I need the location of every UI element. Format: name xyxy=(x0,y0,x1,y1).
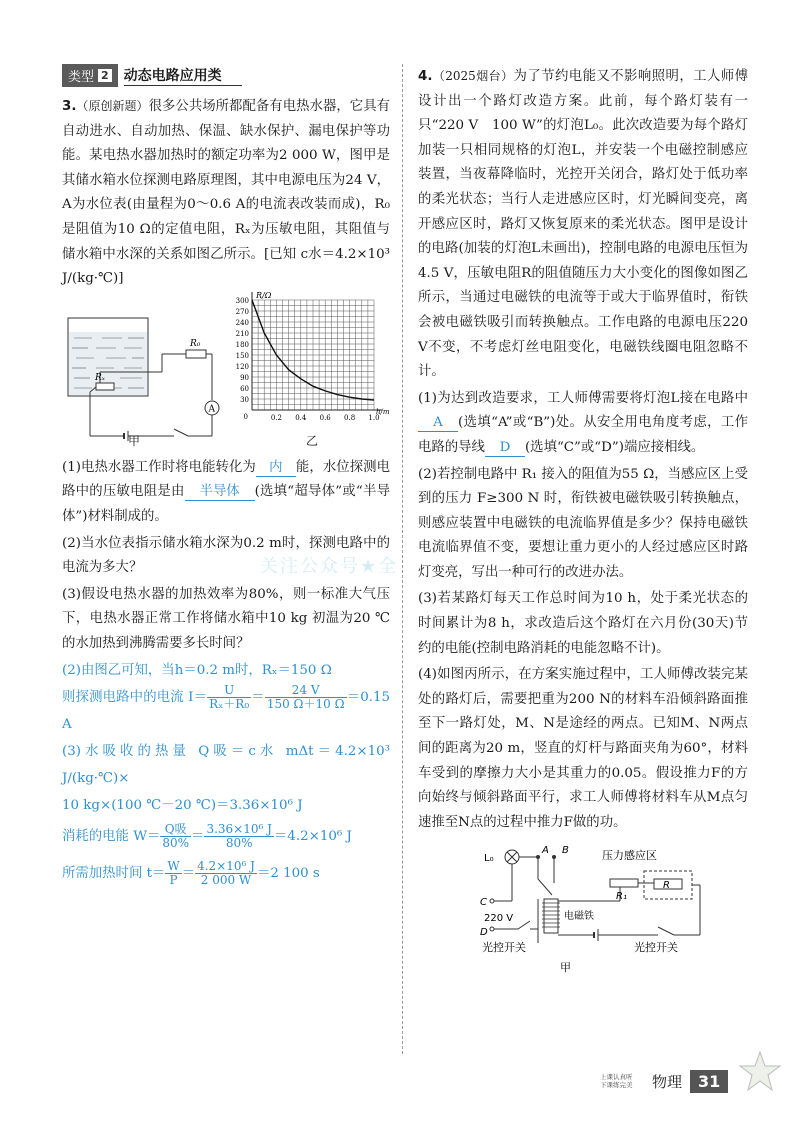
r-label: R xyxy=(663,880,670,892)
page-number: 31 xyxy=(690,1070,728,1093)
resistance-depth-chart xyxy=(226,286,394,436)
q3-figures xyxy=(62,290,390,456)
q3-answer-material: 半导体 xyxy=(185,484,255,501)
q4-source: （2025烟台） xyxy=(432,69,514,83)
x-tick-label: 1.0 xyxy=(368,413,380,422)
q3-stem xyxy=(62,94,390,292)
y-tick-label: 270 xyxy=(235,307,249,316)
q4-part1 xyxy=(418,387,748,461)
column-divider xyxy=(402,64,403,1054)
solution-line-4: 10 kg×(100 ℃－20 ℃)＝3.36×10⁶ J xyxy=(62,797,303,813)
contact-a-label: A xyxy=(542,845,549,857)
q3-circuit-diagram xyxy=(62,296,222,446)
y-tick-label: 120 xyxy=(235,362,249,371)
q4-part2: (2)若控制电路中 R₁ 接入的阻值为55 Ω，当感应区上受到的压力 F≥300 N 时，衔铁被电磁铁吸引转换触点，则感应装置中电磁铁的电流临界值是多少？保持电磁铁电流临界值不变，要想让重力更小的人经过感应区时路灯变亮，写出一种可行的改进办法。 xyxy=(418,466,748,580)
q4-fig-jia-label: 甲 xyxy=(560,961,571,975)
q4-p1-text-b: (选填“A”或“B”)处。从安全用电角度考虑，工作电路的导线 xyxy=(418,415,748,455)
solution-line-3: (3)水吸收的热量 Q吸＝c水 mΔt＝4.2×10³ J/(kg·℃)× xyxy=(62,743,390,786)
frac-den: P xyxy=(169,872,178,887)
frac-den: 80% xyxy=(225,835,253,850)
y-tick-label: 180 xyxy=(235,340,249,349)
frac-num: Q吸 xyxy=(160,823,191,837)
x-axis-label: h/m xyxy=(376,407,390,416)
frac-den: 80% xyxy=(162,835,190,850)
frac-den: 150 Ω＋10 Ω xyxy=(266,696,345,711)
right-column xyxy=(418,64,748,989)
x-tick-label: 0.2 xyxy=(270,413,282,422)
voltage-220-label: 220 V xyxy=(484,913,514,925)
q3-p1-text-c: (选填“超导体”或“半导体”)材料制成的。 xyxy=(62,484,391,524)
q4-stem-text: 为了节约电能又不影响照明，工人师傅设计出一个路灯改造方案。此前，每个路灯装有一只“220 V 100 W”的灯泡L₀。此次改造要为每个路灯加装一只相同规格的灯泡L，并安装一个电磁控制感应装置，当夜幕降临时，光控开关闭合，路灯处于低功率的柔光状态；当行人走进感应区时，灯光瞬间变亮，离开感应区时，路灯又恢复原来的柔光状态。图甲是设计的电路(加装的灯泡L未画出)，控制电路的电源电压恒为4.5 V，压敏电阻R的阻值随压力大小变化的图像如图乙所示，当通过电磁铁的电流等于或大于临界值时，衔铁会被电磁铁吸引而转换触点。工作电路的电源电压220 V不变，不考虑灯丝电阻变化，电磁铁线圈电阻忽略不计。 xyxy=(418,69,748,380)
solution-line-2: 则探测电路中的电流 I＝ $\frac{U}{\text{Rₓ＋R₀}}$ ＝ $\frac{24 V}{150 \Omega+10 \Omega}$ ＝0.15 A xyxy=(62,682,391,732)
r0-label: R₀ xyxy=(190,338,201,349)
q4-p1-text-a: (1)为达到改造要求，工人师傅需要将灯泡L接在电路中 xyxy=(418,390,748,406)
q3-source: （原创新题） xyxy=(76,99,149,113)
q3-p1-text-b: 能，水位探测电路中的压敏电阻是由 xyxy=(62,459,390,500)
terminal-c-label: C xyxy=(480,897,487,909)
q3-stem-text: 很多公共场所都配备有电热水器，它具有自动进水、自动加热、保温、缺水保护、漏电保护等功能。某电热水器加热时的额定功率为2 000 W，图甲是其储水箱水位探测电路原理图，其中电源电压为24 V，A为水位表(由量程为0～0.6 A的电流表改装而成)，R₀是阻值为10 Ω的定值电阻，Rₓ为压敏电阻，其阻值与储水箱中水深的关系如图乙所示。[已知 c水＝4.2×10³ J/(kg·℃)] xyxy=(62,99,390,287)
star-icon xyxy=(738,1050,782,1094)
frac-num: W xyxy=(167,858,180,873)
type-badge xyxy=(62,64,118,87)
light-switch-label-1: 光控开关 xyxy=(482,941,526,955)
x-tick-label: 0.8 xyxy=(344,413,356,422)
y-tick-label: 210 xyxy=(235,329,249,338)
y-tick-label: 30 xyxy=(240,395,249,404)
q4-stem xyxy=(418,64,748,385)
y-tick-label: 150 xyxy=(235,351,249,360)
q3-part3: (3)假设电热水器的加热效率为80%，则一标准大气压下，电热水器正常工作将储水箱中10 kg 初温为20 ℃的水加热到沸腾需要多长时间？ xyxy=(62,586,390,651)
x-tick-label: 0.4 xyxy=(295,413,307,422)
s2-text-a: 则探测电路中的电流 I＝ xyxy=(62,689,208,705)
frac-num: U xyxy=(207,684,251,698)
q4-part3: (3)若某路灯每天工作总时间为10 h，处于柔光状态的时间累计为8 h，求改造后这个路灯在六月份(30天)节约的电能(控制电路消耗的电能忽略不计)。 xyxy=(418,591,748,656)
q4-p1-text-c: (选填“C”或“D”)端应接相线。 xyxy=(524,439,705,455)
frac-num: 4.2×10⁶ J xyxy=(197,858,255,873)
frac-num: 3.36×10⁶ J xyxy=(206,821,272,836)
fig-jia-label: 甲 xyxy=(127,433,140,448)
frac-energy-formula xyxy=(160,823,191,850)
frac-den: 2 000 W xyxy=(200,872,252,887)
rx-label: Rₓ xyxy=(95,372,105,383)
type-number: 2 xyxy=(98,69,112,82)
s6-text-b: ＝2 100 s xyxy=(256,865,320,881)
section-header xyxy=(62,64,390,86)
q3-number: 3. xyxy=(62,99,77,114)
frac-time-values xyxy=(195,860,257,887)
s2-text-b: ＝0.15 A xyxy=(62,689,391,732)
type-label: 类型 xyxy=(68,69,95,85)
q3-part1 xyxy=(62,456,390,530)
sensor-zone-label: 压力感应区 xyxy=(602,849,657,863)
footer-slogan-1: 上课认真听 xyxy=(600,1073,633,1081)
frac-energy-values xyxy=(204,823,273,850)
l0-label: L₀ xyxy=(484,853,494,865)
footer-slogan xyxy=(600,1073,644,1089)
frac-time-formula xyxy=(165,860,181,887)
q4-circuit-figure xyxy=(418,839,748,989)
contact-b-label: B xyxy=(562,845,569,857)
footer-subject: 物理 xyxy=(652,1072,683,1091)
origin-label: 0 xyxy=(243,412,248,421)
q3-p1-text-a: (1)电热水器工作时将电能转化为 xyxy=(62,459,256,475)
fig-yi-label: 乙 xyxy=(305,433,318,448)
q3-solution xyxy=(62,657,390,887)
x-tick-label: 0.6 xyxy=(319,413,331,422)
light-switch-label-2: 光控开关 xyxy=(634,941,678,955)
q4-answer-wire: D xyxy=(485,440,525,457)
y-tick-label: 90 xyxy=(240,373,249,382)
ammeter-label: A xyxy=(208,404,215,415)
q4-circuit-diagram xyxy=(478,839,708,979)
watermark: 关注公众号★全 xyxy=(260,556,399,577)
frac-num: 24 V xyxy=(265,684,347,698)
y-axis-label: R/Ω xyxy=(256,290,272,300)
y-tick-label: 60 xyxy=(240,384,249,393)
terminal-d-label: D xyxy=(480,927,488,939)
solution-line-6: 所需加热时间 t＝ $\frac{W}{P}$ ＝ $\frac{\text{4.2×10⁶ J}}{2 000 W}$ ＝2 100 s xyxy=(62,858,320,887)
q3-part2: (2)当水位表指示储水箱水深为0.2 m时，探测电路中的电流为多大？ xyxy=(62,535,390,576)
q4-number: 4. xyxy=(418,69,433,84)
footer-slogan-2: 下课练完美 xyxy=(600,1081,633,1089)
s5-text-a: 消耗的电能 W＝ xyxy=(62,828,161,844)
s6-text-a: 所需加热时间 t＝ xyxy=(62,865,166,881)
frac-current-values xyxy=(265,684,347,711)
r1-label: R₁ xyxy=(616,891,627,903)
y-tick-label: 240 xyxy=(235,318,249,327)
q3-answer-energy: 内 xyxy=(256,460,296,477)
left-column xyxy=(62,64,390,887)
solution-line-5: 消耗的电能 W＝ $\frac{\text{Q吸}}{80\%}$ ＝ $\frac{\text{3.36×10⁶ J}}{80\%}$ ＝4.2×10⁶ J xyxy=(62,821,352,850)
q4-part4: (4)如图丙所示，在方案实施过程中，工人师傅改装完某处的路灯后，需要把重为200 N的材料车沿倾斜路面推至下一路灯处，M、N是途经的两点。已知M、N两点间的距离为20 m，竖直的灯杆与路面夹角为60°，材料车受到的摩擦力大小是其重力的0.05。假设推力F的方向始终与倾斜路面平行，求工人师傅将材料车从M点匀速推至N点的过程中推力F做的功。 xyxy=(418,667,748,830)
frac-current-formula xyxy=(207,684,251,711)
section-title: 动态电路应用类 xyxy=(124,65,242,86)
page-footer xyxy=(600,1068,728,1094)
frac-den: Rₓ＋R₀ xyxy=(209,696,250,711)
y-tick-label: 300 xyxy=(235,296,249,305)
q4-answer-position: A xyxy=(418,415,458,432)
electromagnet-label: 电磁铁 xyxy=(564,911,594,923)
s5-text-b: ＝4.2×10⁶ J xyxy=(273,828,352,844)
solution-line-1: (2)由图乙可知，当h＝0.2 m时，Rₓ＝150 Ω xyxy=(62,662,332,678)
